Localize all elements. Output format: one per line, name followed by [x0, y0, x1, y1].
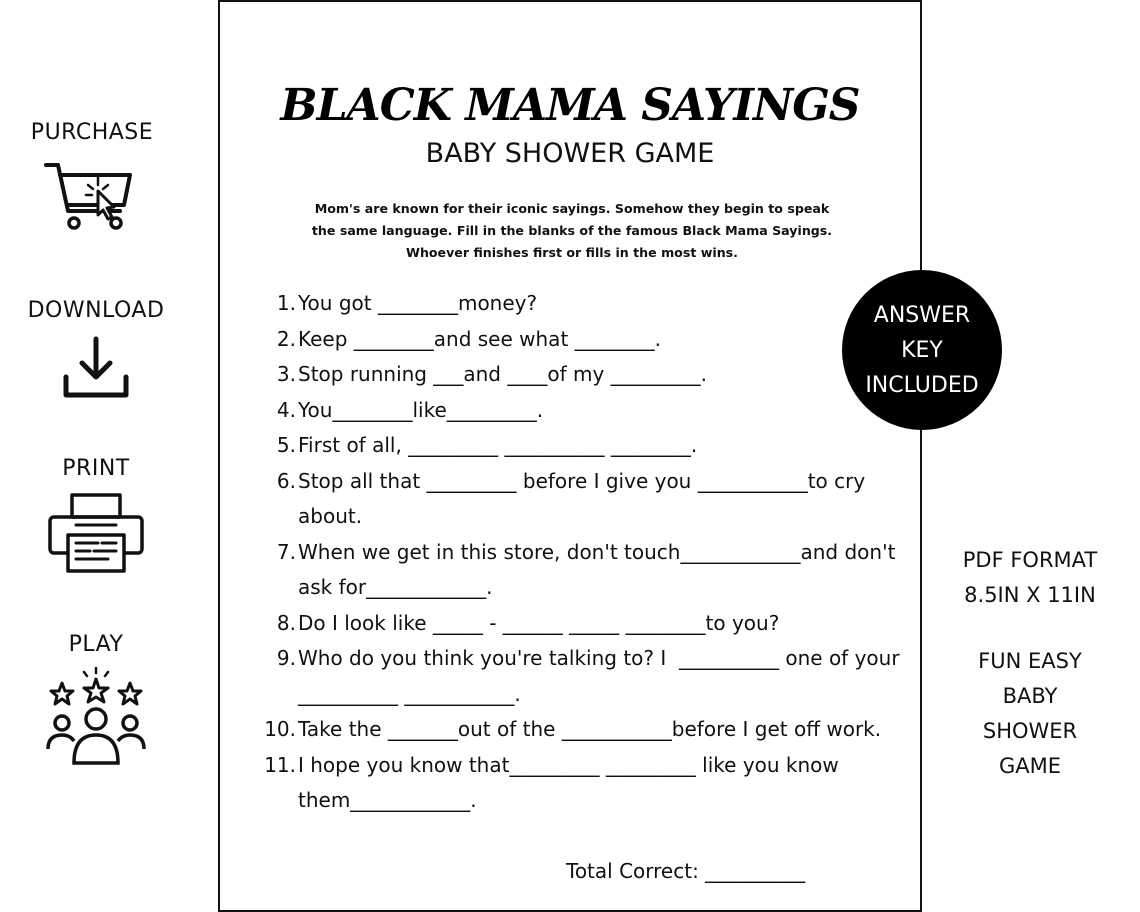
badge-line: INCLUDED — [865, 372, 979, 398]
question-text: When we get in this store, don't touch____________and don't ask for____________. — [298, 539, 902, 599]
question-item — [242, 393, 904, 429]
question-item — [242, 748, 904, 819]
feature-print — [16, 456, 176, 575]
question-number: 3. — [276, 362, 296, 386]
instructions — [280, 198, 864, 264]
question-text: Do I look like _____ - ______ _____ ________to you? — [298, 610, 780, 635]
question-text: Stop all that _________ before I give you ___________to cry about. — [298, 468, 872, 528]
total-correct: Total Correct: __________ — [566, 859, 806, 883]
question-item — [242, 428, 904, 464]
promo-line: GAME — [998, 754, 1062, 778]
cart-cursor-icon — [42, 155, 142, 239]
question-text: Who do you think you're talking to? I __________ one of your __________ ___________. — [298, 646, 906, 706]
instructions-line: the same language. Fill in the blanks of the famous Black Mama Sayings. — [311, 223, 833, 238]
question-text: You got ________money? — [298, 291, 538, 315]
promo-line: FUN EASY — [978, 649, 1082, 673]
question-text: Stop running ___and ____of my _________. — [298, 362, 708, 386]
question-number: 8. — [276, 610, 296, 635]
download-icon — [56, 333, 136, 405]
badge-line: ANSWER — [873, 302, 971, 328]
worksheet — [218, 0, 922, 912]
format-line: 8.5IN X 11IN — [964, 583, 1096, 607]
feature-label: PRINT — [62, 456, 130, 481]
answer-key-badge — [842, 270, 1002, 430]
question-item — [242, 641, 904, 712]
feature-label: DOWNLOAD — [27, 298, 165, 323]
promo-line: SHOWER — [982, 719, 1078, 743]
question-item — [242, 606, 904, 642]
question-number: 7. — [276, 539, 296, 564]
badge-line: KEY — [901, 337, 943, 363]
instructions-line: Whoever finishes first or fills in the most wins. — [406, 245, 738, 260]
feature-label: PLAY — [68, 632, 124, 657]
question-number: 10. — [264, 717, 296, 741]
feature-download — [16, 298, 176, 405]
question-number: 1. — [276, 291, 296, 315]
question-text: Keep ________and see what ________. — [298, 326, 661, 351]
question-text: You________like_________. — [298, 397, 544, 422]
question-item — [242, 464, 904, 535]
question-text: Take the _______out of the ___________before I get off work. — [298, 717, 882, 741]
question-number: 11. — [264, 752, 296, 777]
feature-play — [16, 632, 176, 767]
question-number: 2. — [276, 326, 296, 351]
instructions-line: Mom's are known for their iconic sayings. Somehow they begin to speak — [314, 201, 830, 216]
question-item — [242, 357, 904, 393]
question-item — [242, 286, 904, 322]
question-number: 9. — [276, 646, 296, 670]
question-item — [242, 712, 904, 748]
feature-label: PURCHASE — [30, 120, 154, 145]
format-info — [940, 543, 1120, 613]
feature-purchase — [12, 120, 172, 239]
group-stars-icon — [44, 667, 148, 767]
printer-icon — [46, 491, 146, 575]
question-item — [242, 535, 904, 606]
question-list — [242, 286, 904, 819]
question-text: First of all, _________ __________ ________. — [298, 433, 698, 457]
promo-info — [940, 644, 1120, 784]
question-number: 5. — [276, 433, 296, 457]
question-text: I hope you know that_________ _________ like you know them____________. — [298, 752, 846, 812]
page-subtitle: BABY SHOWER GAME — [425, 138, 715, 169]
question-item — [242, 322, 904, 358]
format-line: PDF FORMAT — [962, 548, 1098, 572]
page-title: BLACK MAMA SAYINGS — [280, 80, 860, 131]
question-number: 4. — [276, 397, 296, 422]
promo-line: BABY — [1002, 684, 1058, 708]
question-number: 6. — [276, 468, 296, 493]
